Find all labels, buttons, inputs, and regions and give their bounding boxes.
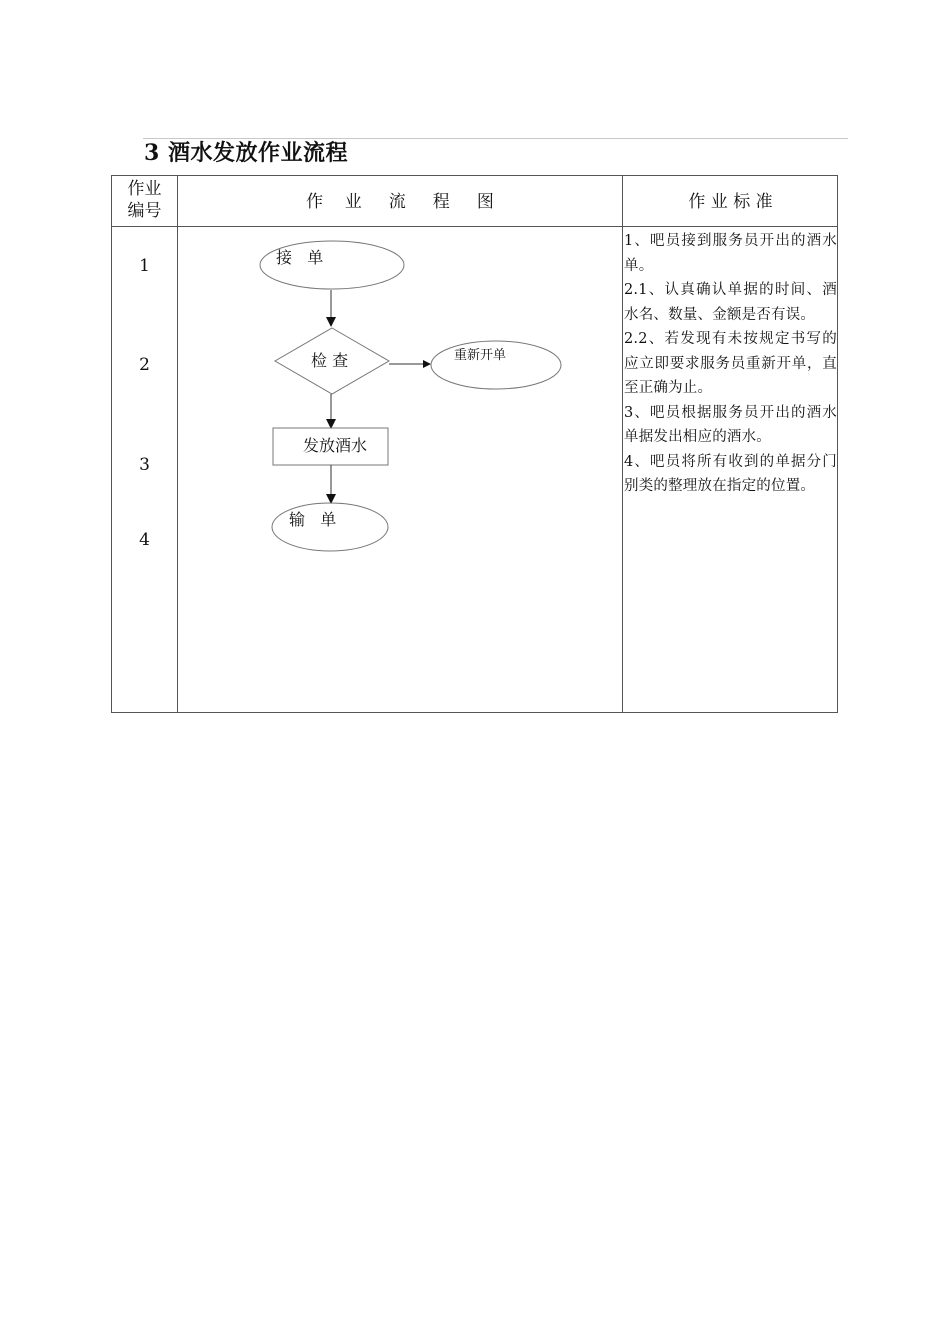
header-flowchart: 作 业 流 程 图: [306, 192, 494, 212]
page-title: 3 酒水发放作业流程: [144, 140, 348, 166]
dispense-drinks-label: 发放酒水: [303, 436, 368, 455]
row-number: 2: [139, 355, 150, 375]
standards-text: [624, 229, 837, 499]
reissue-order-label: 重新开单: [454, 348, 507, 363]
standard-item: 3、吧员根据服务员开出的酒水单据发出相应的酒水。: [624, 404, 837, 445]
check-label: 检 查: [311, 351, 349, 370]
row-number: 4: [139, 530, 150, 550]
standard-item: 2.1、认真确认单据的时间、酒水名、数量、金额是否有误。: [624, 282, 837, 323]
receive-order-label: 接 单: [276, 248, 324, 267]
standard-item: 4、吧员将所有收到的单据分门别类的整理放在指定的位置。: [624, 453, 837, 494]
row-number: 1: [139, 256, 150, 276]
header-job-number-text: 作业 编号: [127, 179, 162, 221]
standard-item: 2.2、若发现有未按规定书写的应立即要求服务员重新开单，直至正确为止。: [624, 331, 837, 396]
input-order-label: 输 单: [289, 510, 337, 529]
row-number: 3: [139, 455, 150, 475]
header-standard: 作 业 标 准: [688, 192, 773, 212]
standard-item: 1、吧员接到服务员开出的酒水单。: [624, 233, 837, 274]
